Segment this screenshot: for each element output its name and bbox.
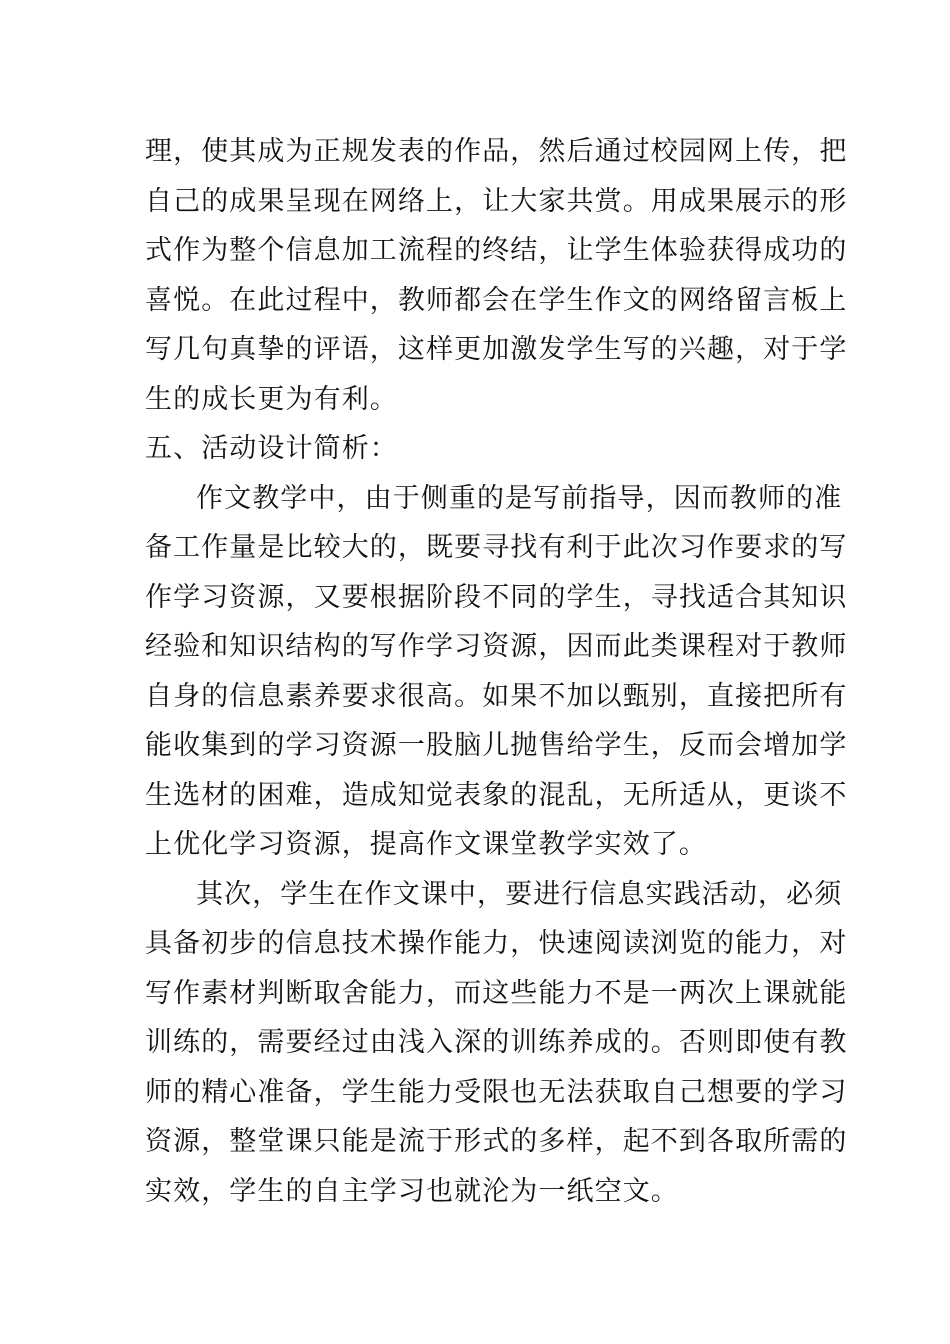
text-line: 自身的信息素养要求很高。如果不加以甄别，直接把所有 <box>145 681 848 712</box>
text-line: 经验和知识结构的写作学习资源，因而此类课程对于教师 <box>145 631 848 662</box>
text-line: 资源，整堂课只能是流于形式的多样，起不到各取所需的 <box>145 1126 848 1157</box>
text-line: 写作素材判断取舍能力，而这些能力不是一两次上课就能 <box>145 978 848 1009</box>
text-line: 作文教学中，由于侧重的是写前指导，因而教师的准 <box>196 483 843 514</box>
text-line: 式作为整个信息加工流程的终结，让学生体验获得成功的 <box>145 235 848 266</box>
text-line: 生的成长更为有利。 <box>145 384 398 415</box>
text-line: 喜悦。在此过程中，教师都会在学生作文的网络留言板上 <box>145 285 848 316</box>
text-line: 作学习资源，又要根据阶段不同的学生，寻找适合其知识 <box>145 582 848 613</box>
section-heading: 五、活动设计简析： <box>145 433 398 464</box>
text-line: 自己的成果呈现在网络上，让大家共赏。用成果展示的形 <box>145 186 848 217</box>
text-line: 备工作量是比较大的，既要寻找有利于此次习作要求的写 <box>145 532 848 563</box>
text-line: 其次，学生在作文课中，要进行信息实践活动，必须 <box>196 879 843 910</box>
text-line: 生选材的困难，造成知觉表象的混乱，无所适从，更谈不 <box>145 780 848 811</box>
text-line: 实效，学生的自主学习也就沦为一纸空文。 <box>145 1176 679 1207</box>
text-line: 理，使其成为正规发表的作品，然后通过校园网上传，把 <box>145 136 848 167</box>
text-line: 能收集到的学习资源一股脑儿抛售给学生，反而会增加学 <box>145 730 848 761</box>
text-line: 上优化学习资源，提高作文课堂教学实效了。 <box>145 829 707 860</box>
text-line: 训练的，需要经过由浅入深的训练养成的。否则即使有教 <box>145 1027 848 1058</box>
text-line: 师的精心准备，学生能力受限也无法获取自己想要的学习 <box>145 1077 848 1108</box>
text-line: 具备初步的信息技术操作能力，快速阅读浏览的能力，对 <box>145 928 848 959</box>
text-line: 写几句真挚的评语，这样更加激发学生写的兴趣，对于学 <box>145 334 848 365</box>
